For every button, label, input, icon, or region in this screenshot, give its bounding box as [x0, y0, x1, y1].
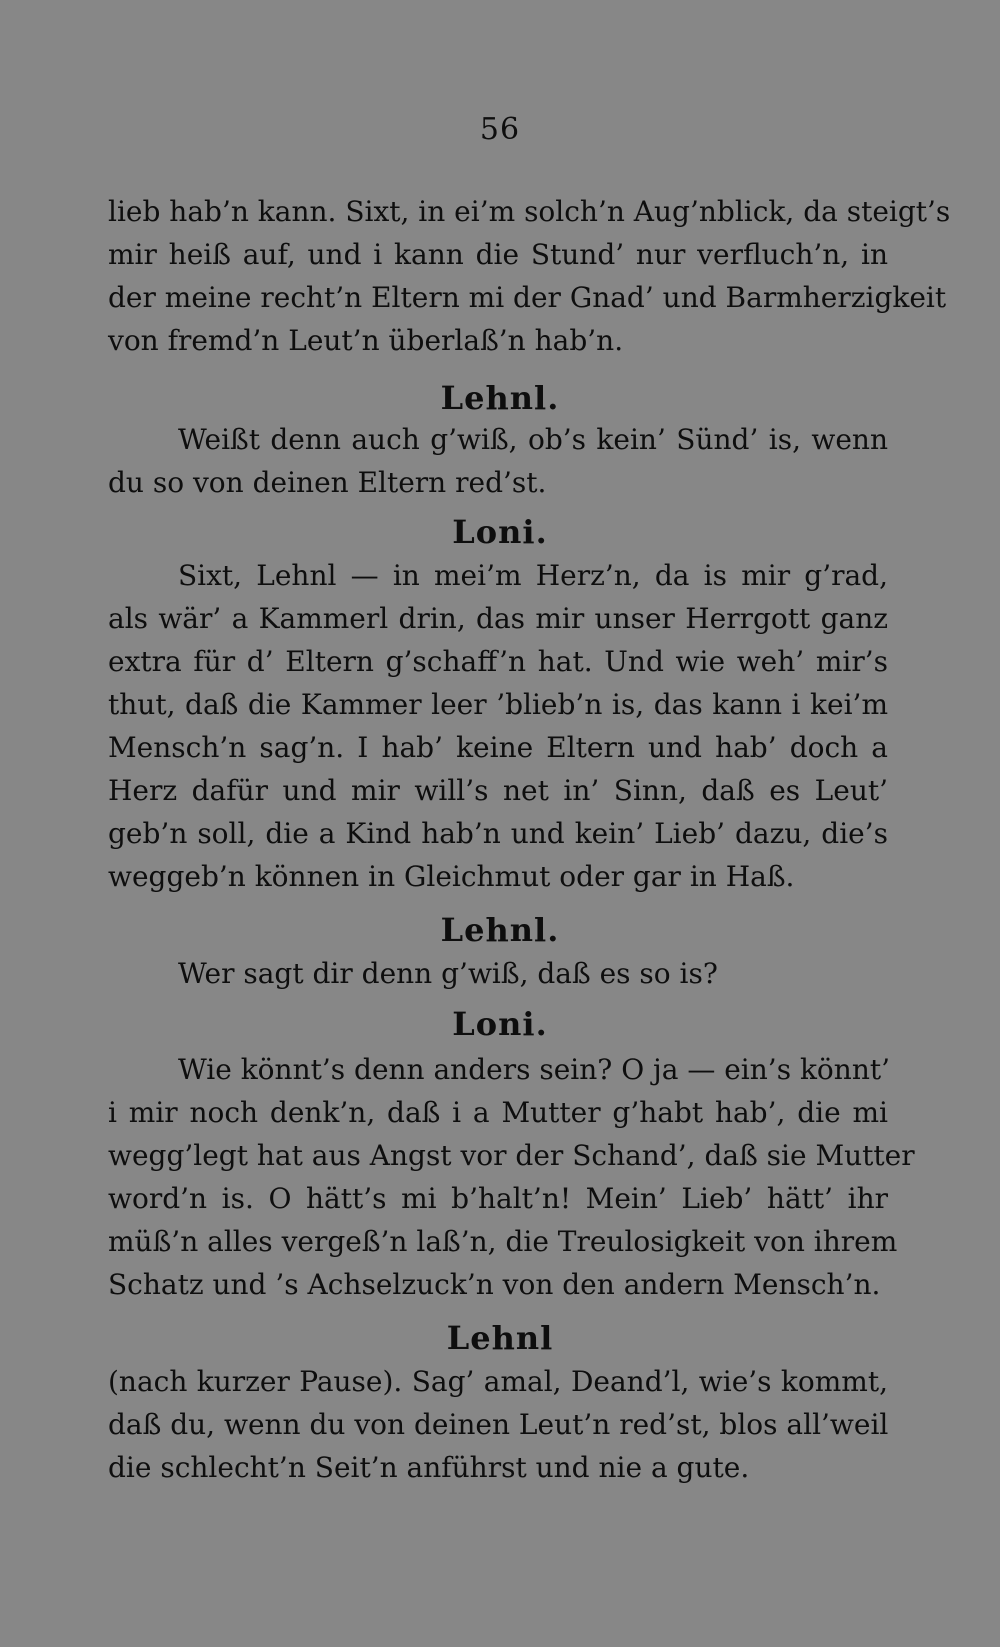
dialogue-paragraph	[108, 952, 888, 995]
text-line: thut, daß die Kammer leer ’blieb’n is, das kann i kei’m	[108, 688, 888, 721]
dialogue-paragraph	[108, 554, 888, 898]
text-line: Wer sagt dir denn g’wiß, daß es so is?	[178, 957, 718, 990]
page-number: 56	[479, 112, 521, 147]
text-line: müß’n alles vergeß’n laß’n, die Treulosigkeit von ihrem	[108, 1225, 898, 1258]
text-line: geb’n soll, die a Kind hab’n und kein’ Lieb’ dazu, die’s	[108, 817, 888, 850]
text-line: wegg’legt hat aus Angst vor der Schand’, daß sie Mutter	[108, 1139, 915, 1172]
text-line: die schlecht’n Seit’n anführst und nie a gute.	[108, 1451, 750, 1484]
speaker-heading: Lehnl.	[440, 911, 560, 949]
text-line: Mensch’n sag’n. I hab’ keine Eltern und hab’ doch a	[108, 731, 888, 764]
text-line: weggeb’n können in Gleichmut oder gar in Haß.	[108, 860, 795, 893]
text-line: Herz dafür und mir will’s net in’ Sinn, daß es Leut’	[108, 774, 888, 807]
text-line: Schatz und ’s Achselzuck’n von den andern Mensch’n.	[108, 1268, 881, 1301]
dialogue-paragraph	[108, 418, 888, 504]
text-line: Wie könnt’s denn anders sein? O ja — ein’s könnt’	[178, 1053, 891, 1086]
text-line: der meine recht’n Eltern mi der Gnad’ und Barmherzigkeit	[108, 281, 947, 314]
dialogue-paragraph	[108, 1360, 888, 1489]
text-line: du so von deinen Eltern red’st.	[108, 466, 547, 499]
dialogue-paragraph	[108, 1048, 915, 1306]
text-line: (nach kurzer Pause). Sag’ amal, Deand’l, wie’s kommt,	[108, 1365, 888, 1398]
speaker-heading: Loni.	[452, 1005, 548, 1043]
text-line: extra für d’ Eltern g’schaff’n hat. Und wie weh’ mir’s	[108, 645, 888, 678]
speaker-heading: Lehnl	[446, 1319, 554, 1357]
text-line: daß du, wenn du von deinen Leut’n red’st, blos all’weil	[108, 1408, 889, 1441]
speaker-heading: Lehnl.	[440, 379, 560, 417]
text-line: mir heiß auf, und i kann die Stund’ nur verfluch’n, in	[108, 238, 888, 271]
speaker-heading: Loni.	[452, 513, 548, 551]
text-line: von fremd’n Leut’n überlaß’n hab’n.	[108, 324, 624, 357]
text-line: lieb hab’n kann. Sixt, in ei’m solch’n Aug’nblick, da steigt’s	[108, 195, 951, 228]
text-line: als wär’ a Kammerl drin, das mir unser Herrgott ganz	[108, 602, 888, 635]
text-line: word’n is. O hätt’s mi b’halt’n! Mein’ Lieb’ hätt’ ihr	[108, 1182, 888, 1215]
text-line: Weißt denn auch g’wiß, ob’s kein’ Sünd’ is, wenn	[178, 423, 888, 456]
paragraph-continuation	[108, 190, 951, 362]
text-line: i mir noch denk’n, daß i a Mutter g’habt hab’, die mi	[108, 1096, 888, 1129]
text-line: Sixt, Lehnl — in mei’m Herz’n, da is mir g’rad,	[178, 559, 888, 592]
